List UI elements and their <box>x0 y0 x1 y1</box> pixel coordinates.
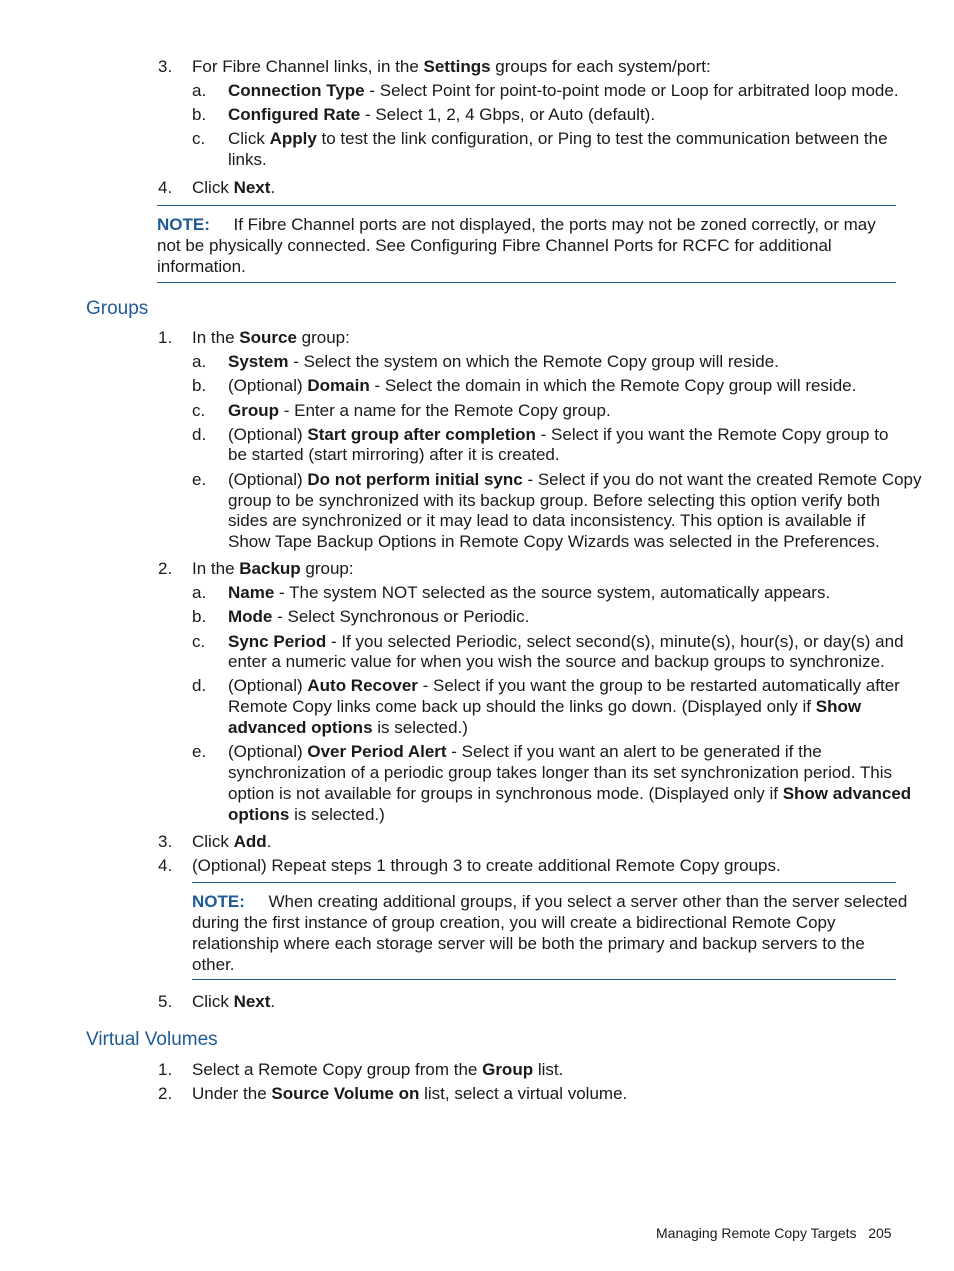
apply-item-cont: links. <box>228 150 267 169</box>
sub-letter: c. <box>192 129 206 148</box>
initial-sync-cont: sides are synchronized or it may lead to data inconsistency. This option is available if <box>228 511 866 530</box>
over-period-alert-cont: synchronization of a periodic group takes longer than its set synchronization period. This <box>228 763 893 782</box>
note-label: NOTE: <box>192 892 245 911</box>
footer-title: Managing Remote Copy Targets <box>656 1225 857 1241</box>
auto-recover-item: (Optional) Auto Recover - Select if you want the group to be restarted automatically after <box>228 676 900 695</box>
step-3-settings: For Fibre Channel links, in the Settings groups for each system/port: <box>192 57 711 76</box>
next-step: Click Next. <box>192 992 276 1011</box>
step-number: 1. <box>158 1060 173 1079</box>
note-2-line3: relationship where each storage server will be both the primary and backup servers to the <box>192 934 865 953</box>
over-period-alert-cont: option is not available for groups in synchronous mode. (Displayed only if Show advanced <box>228 784 912 803</box>
note-rule-bottom <box>192 979 896 980</box>
step-number: 1. <box>158 328 173 347</box>
note-1-line1: NOTE: If Fibre Channel ports are not displayed, the ports may not be zoned correctly, or may <box>157 215 876 234</box>
repeat-step: (Optional) Repeat steps 1 through 3 to create additional Remote Copy groups. <box>192 856 781 875</box>
configured-rate-item: Configured Rate - Select 1, 2, 4 Gbps, or Auto (default). <box>228 105 656 124</box>
sub-letter: c. <box>192 632 206 651</box>
note-2-line4: other. <box>192 955 235 974</box>
page-number: 205 <box>868 1225 892 1241</box>
step-number: 2. <box>158 1084 173 1103</box>
domain-item: (Optional) Domain - Select the domain in which the Remote Copy group will reside. <box>228 376 857 395</box>
sub-letter: e. <box>192 470 207 489</box>
select-volume-step: Under the Source Volume on list, select a virtual volume. <box>192 1084 628 1103</box>
note-2-line2: during the first instance of group creation, you will create a bidirectional Remote Copy <box>192 913 836 932</box>
add-step: Click Add. <box>192 832 272 851</box>
note-1-line3: information. <box>157 257 246 276</box>
note-1-line2: not be physically connected. See Configuring Fibre Channel Ports for RCFC for additional <box>157 236 832 255</box>
group-item: Group - Enter a name for the Remote Copy group. <box>228 401 611 420</box>
auto-recover-cont: advanced options is selected.) <box>228 718 468 737</box>
step-number: 3. <box>158 832 173 851</box>
note-rule-top <box>157 205 896 206</box>
start-group-item-cont: be started (start mirroring) after it is created. <box>228 445 560 464</box>
note-rule-top <box>192 882 896 883</box>
mode-item: Mode - Select Synchronous or Periodic. <box>228 607 530 626</box>
over-period-alert-item: (Optional) Over Period Alert - Select if you want an alert to be generated if the <box>228 742 822 761</box>
apply-item: Click Apply to test the link configuration, or Ping to test the communication between the <box>228 129 888 148</box>
source-step: In the Source group: <box>192 328 350 347</box>
note-label: NOTE: <box>157 215 210 234</box>
sub-letter: d. <box>192 676 207 695</box>
select-group-step: Select a Remote Copy group from the Group list. <box>192 1060 564 1079</box>
step-number: 2. <box>158 559 173 578</box>
step-number: 5. <box>158 992 173 1011</box>
sub-letter: a. <box>192 583 207 602</box>
over-period-alert-cont: options is selected.) <box>228 805 385 824</box>
connection-type-item: Connection Type - Select Point for point-to-point mode or Loop for arbitrated loop mode. <box>228 81 899 100</box>
page-footer <box>656 1224 892 1242</box>
virtual-volumes-heading: Virtual Volumes <box>86 1029 218 1050</box>
initial-sync-cont: group to be synchronized with its backup group. Before selecting this option verify both <box>228 491 881 510</box>
sub-letter: a. <box>192 81 207 100</box>
name-item: Name - The system NOT selected as the source system, automatically appears. <box>228 583 831 602</box>
system-item: System - Select the system on which the Remote Copy group will reside. <box>228 352 779 371</box>
note-2-line1: NOTE: When creating additional groups, if you select a server other than the server selected <box>192 892 908 911</box>
sub-letter: c. <box>192 401 206 420</box>
sync-period-item: Sync Period - If you selected Periodic, select second(s), minute(s), hour(s), or day(s) and <box>228 632 904 651</box>
sub-letter: b. <box>192 607 207 626</box>
start-group-item: (Optional) Start group after completion - Select if you want the Remote Copy group to <box>228 425 889 444</box>
backup-step: In the Backup group: <box>192 559 354 578</box>
sub-letter: b. <box>192 376 207 395</box>
sub-letter: e. <box>192 742 207 761</box>
note-rule-bottom <box>157 282 896 283</box>
step-number: 4. <box>158 856 173 875</box>
step-number: 3. <box>158 57 173 76</box>
auto-recover-cont: Remote Copy links come back up should the links go down. (Displayed only if Show <box>228 697 862 716</box>
step-4-next: Click Next. <box>192 178 276 197</box>
initial-sync-cont: Show Tape Backup Options in Remote Copy Wizards was selected in the Preferences. <box>228 532 880 551</box>
step-number: 4. <box>158 178 173 197</box>
sync-period-cont: enter a numeric value for when you wish the source and backup groups to synchronize. <box>228 652 885 671</box>
sub-letter: b. <box>192 105 207 124</box>
sub-letter: d. <box>192 425 207 444</box>
groups-heading: Groups <box>86 298 149 319</box>
sub-letter: a. <box>192 352 207 371</box>
initial-sync-item: (Optional) Do not perform initial sync - Select if you do not want the created Remote Copy <box>228 470 922 489</box>
